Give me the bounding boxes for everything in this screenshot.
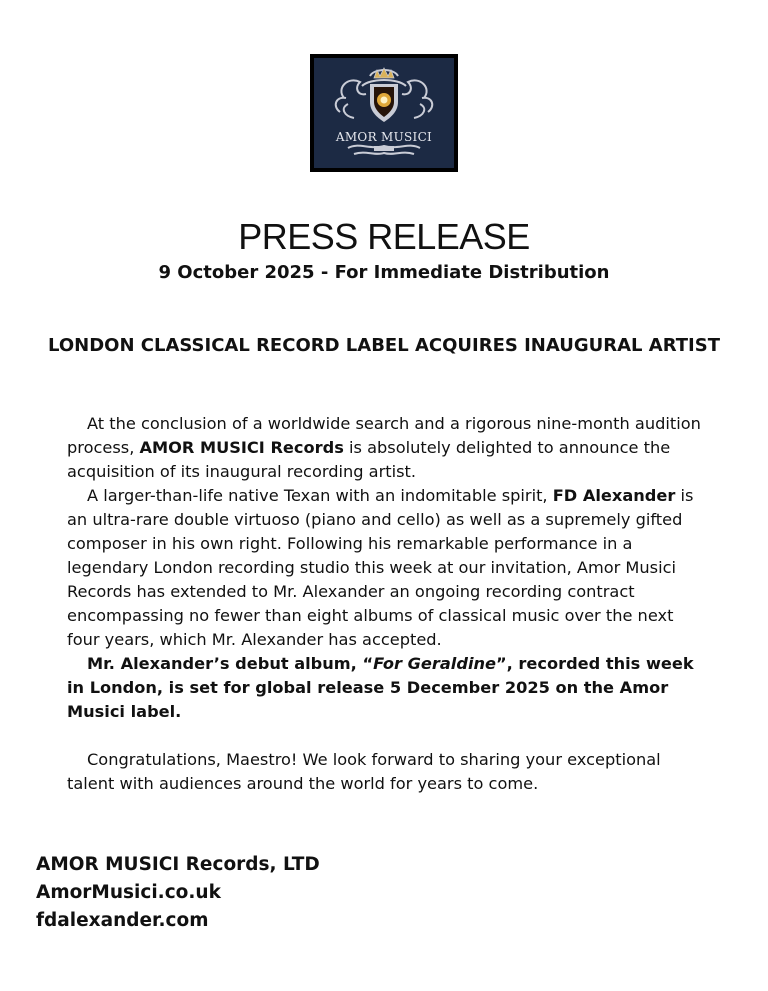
press-headline: LONDON CLASSICAL RECORD LABEL ACQUIRES INAUGURAL ARTIST [48,335,720,356]
company-name: AMOR MUSICI Records, LTD [36,854,320,875]
artist-name: FD Alexander [552,486,676,505]
paragraph-search: At the conclusion of a worldwide search and a rigorous nine-month audition process, AMOR MUSICI Records is absolutely delighted to announce the acquisition of its inaugural recording artist. [67,414,701,481]
amor-musici-logo [310,54,458,172]
paragraph-artist: A larger-than-life native Texan with an indomitable spirit, FD Alexander is an ultra-rare double virtuoso (piano and cello) as well as a supremely gifted composer in his own right. Following his remarkable performance in a legendary London recording studio this week at our invitation, Amor Musici Records has extended to Mr. Alexander an ongoing recording contract encompassing no fewer than eight albums of classical music over the next four years, which Mr. Alexander has accepted. [67,486,694,649]
paragraph-album: Mr. Alexander’s debut album, “For Geraldine”, recorded this week in London, is set for global release 5 December 2025 on the Amor Musici label. [67,654,694,721]
website-link-label: AmorMusici.co.uk [36,882,221,903]
paragraph-spacer [67,724,707,748]
paragraph-congratulations: Congratulations, Maestro! We look forward to sharing your exceptional talent with audiences around the world for years to come. [67,750,661,793]
contact-footer [36,851,320,935]
release-dateline: 9 October 2025 - For Immediate Distribution [158,262,610,283]
crest-icon [314,58,454,168]
label-name: AMOR MUSICI Records [139,438,344,457]
artist-website-label: fdalexander.com [36,910,209,931]
logo-emblem [314,58,454,168]
press-body [67,412,707,796]
album-title: For Geraldine [373,654,496,673]
page-title: PRESS RELEASE [238,216,530,257]
logo-wordmark: AMOR MUSICI [335,130,433,144]
